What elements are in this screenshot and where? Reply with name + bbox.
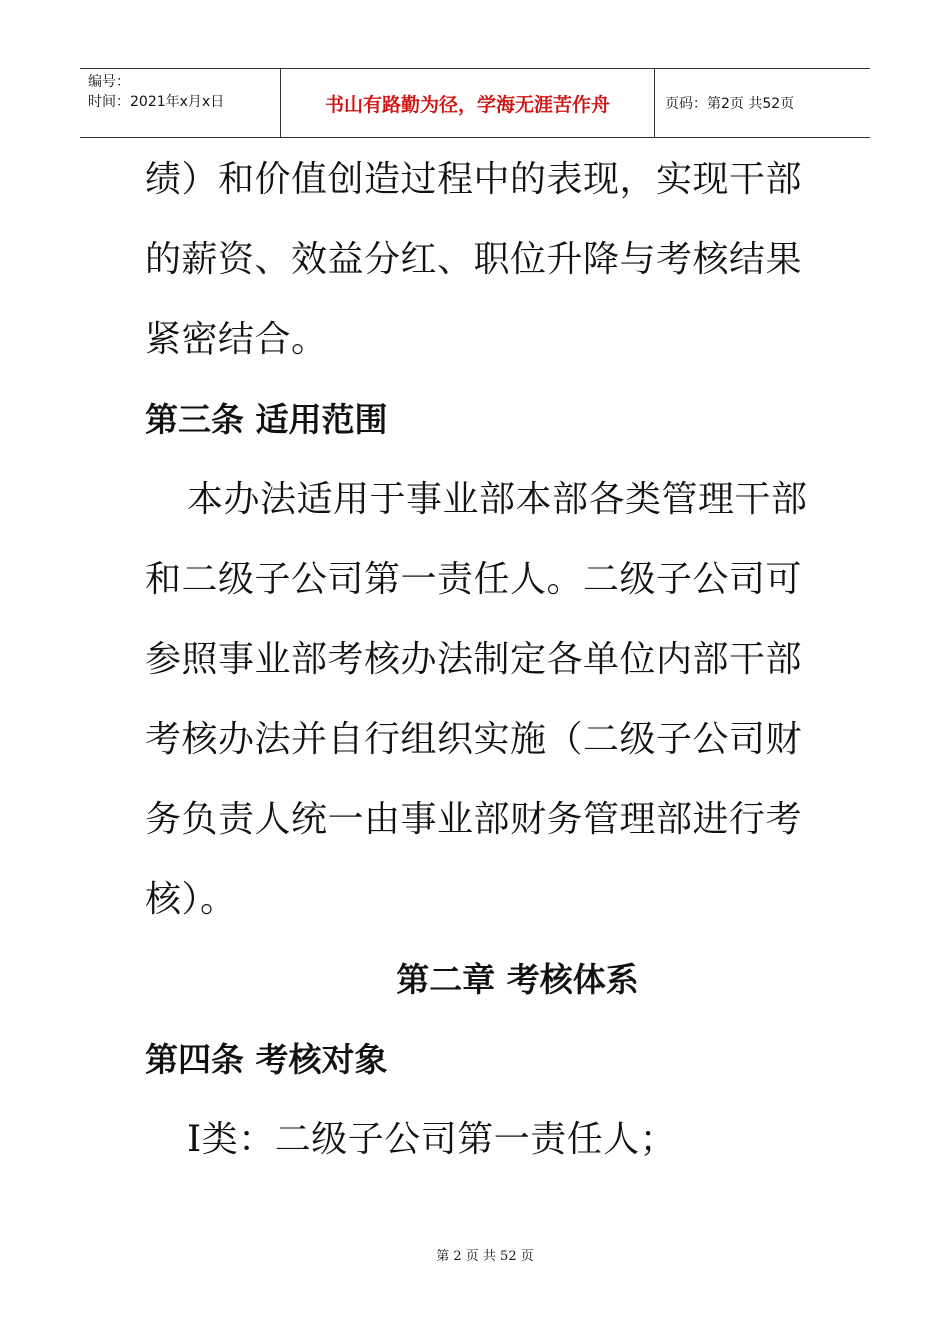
body-line: 务负责人统一由事业部财务管理部进行考 xyxy=(145,799,803,840)
body-line: 本办法适用于事业部本部各类管理干部 xyxy=(187,479,808,520)
article-heading: 第三条 适用范围 xyxy=(145,400,388,439)
header-page-info: 页码：第2页 共52页 xyxy=(665,96,795,112)
document-body xyxy=(145,140,810,1180)
body-line: 和二级子公司第一责任人。二级子公司可 xyxy=(145,559,803,600)
body-line: 绩）和价值创造过程中的表现，实现干部 xyxy=(145,159,803,200)
body-line: 的薪资、效益分红、职位升降与考核结果 xyxy=(145,239,803,280)
article-heading: 第四条 考核对象 xyxy=(145,1040,388,1079)
header-motto: 书山有路勤为径，学海无涯苦作舟 xyxy=(281,69,655,137)
chapter-heading: 第二章 考核体系 xyxy=(396,960,639,999)
page-header xyxy=(80,68,870,138)
body-line: 参照事业部考核办法制定各单位内部干部 xyxy=(145,639,803,680)
page-footer: 第 2 页 共 52 页 xyxy=(436,1249,534,1264)
body-line: 考核办法并自行组织实施（二级子公司财 xyxy=(145,719,803,760)
header-meta-cell xyxy=(80,69,281,137)
body-line: 核）。 xyxy=(145,879,237,920)
body-line: Ⅰ类：二级子公司第一责任人； xyxy=(187,1119,677,1160)
document-number-label: 编号： xyxy=(88,74,130,90)
document-date-label: 时间：2021年x月x日 xyxy=(88,94,225,110)
body-line: 紧密结合。 xyxy=(145,319,328,360)
